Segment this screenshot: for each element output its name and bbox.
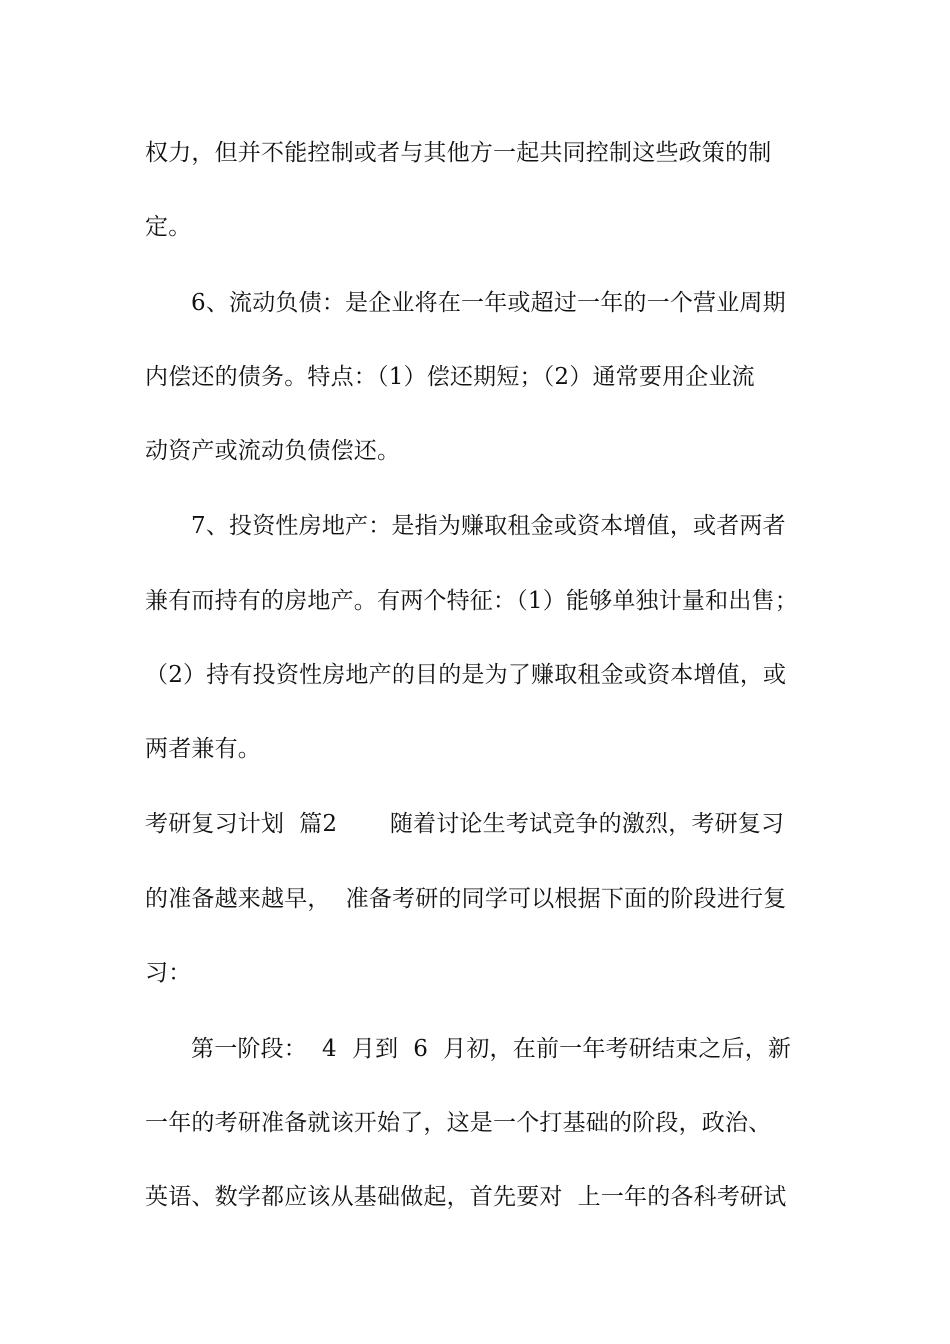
text-line: 两者兼有。 — [145, 736, 261, 762]
text-line: 的准备越来越早， 准备考研的同学可以根据下面的阶段进行复 — [145, 886, 787, 912]
text-line: 内偿还的债务。特点：（1）偿还期短；（2）通常要用企业流 — [145, 364, 755, 390]
text-line: 权力，但并不能控制或者与其他方一起共同控制这些政策的制 — [145, 140, 772, 166]
text-line: （2）持有投资性房地产的目的是为了赚取租金或资本增值，或 — [145, 662, 787, 688]
stage-one-line: 第一阶段： 4 月到 6 月初，在前一年考研结束之后，新 — [191, 1036, 792, 1062]
section-heading-line: 考研复习计划 篇2 随着讨论生考试竞争的激烈，考研复习 — [145, 811, 785, 837]
text-line: 定。 — [145, 214, 192, 240]
text-line: 习： — [145, 960, 192, 986]
paragraph-7-line: 7、投资性房地产：是指为赚取租金或资本增值，或者两者 — [191, 513, 786, 539]
text-line: 英语、数学都应该从基础做起，首先要对 上一年的各科考研试 — [145, 1184, 787, 1210]
text-line: 动资产或流动负债偿还。 — [145, 438, 401, 464]
paragraph-6-line: 6、流动负债：是企业将在一年或超过一年的一个营业周期 — [191, 290, 786, 316]
text-line: 兼有而持有的房地产。有两个特征：（1）能够单独计量和出售； — [145, 588, 798, 614]
text-line: 一年的考研准备就该开始了，这是一个打基础的阶段，政治、 — [145, 1110, 772, 1136]
